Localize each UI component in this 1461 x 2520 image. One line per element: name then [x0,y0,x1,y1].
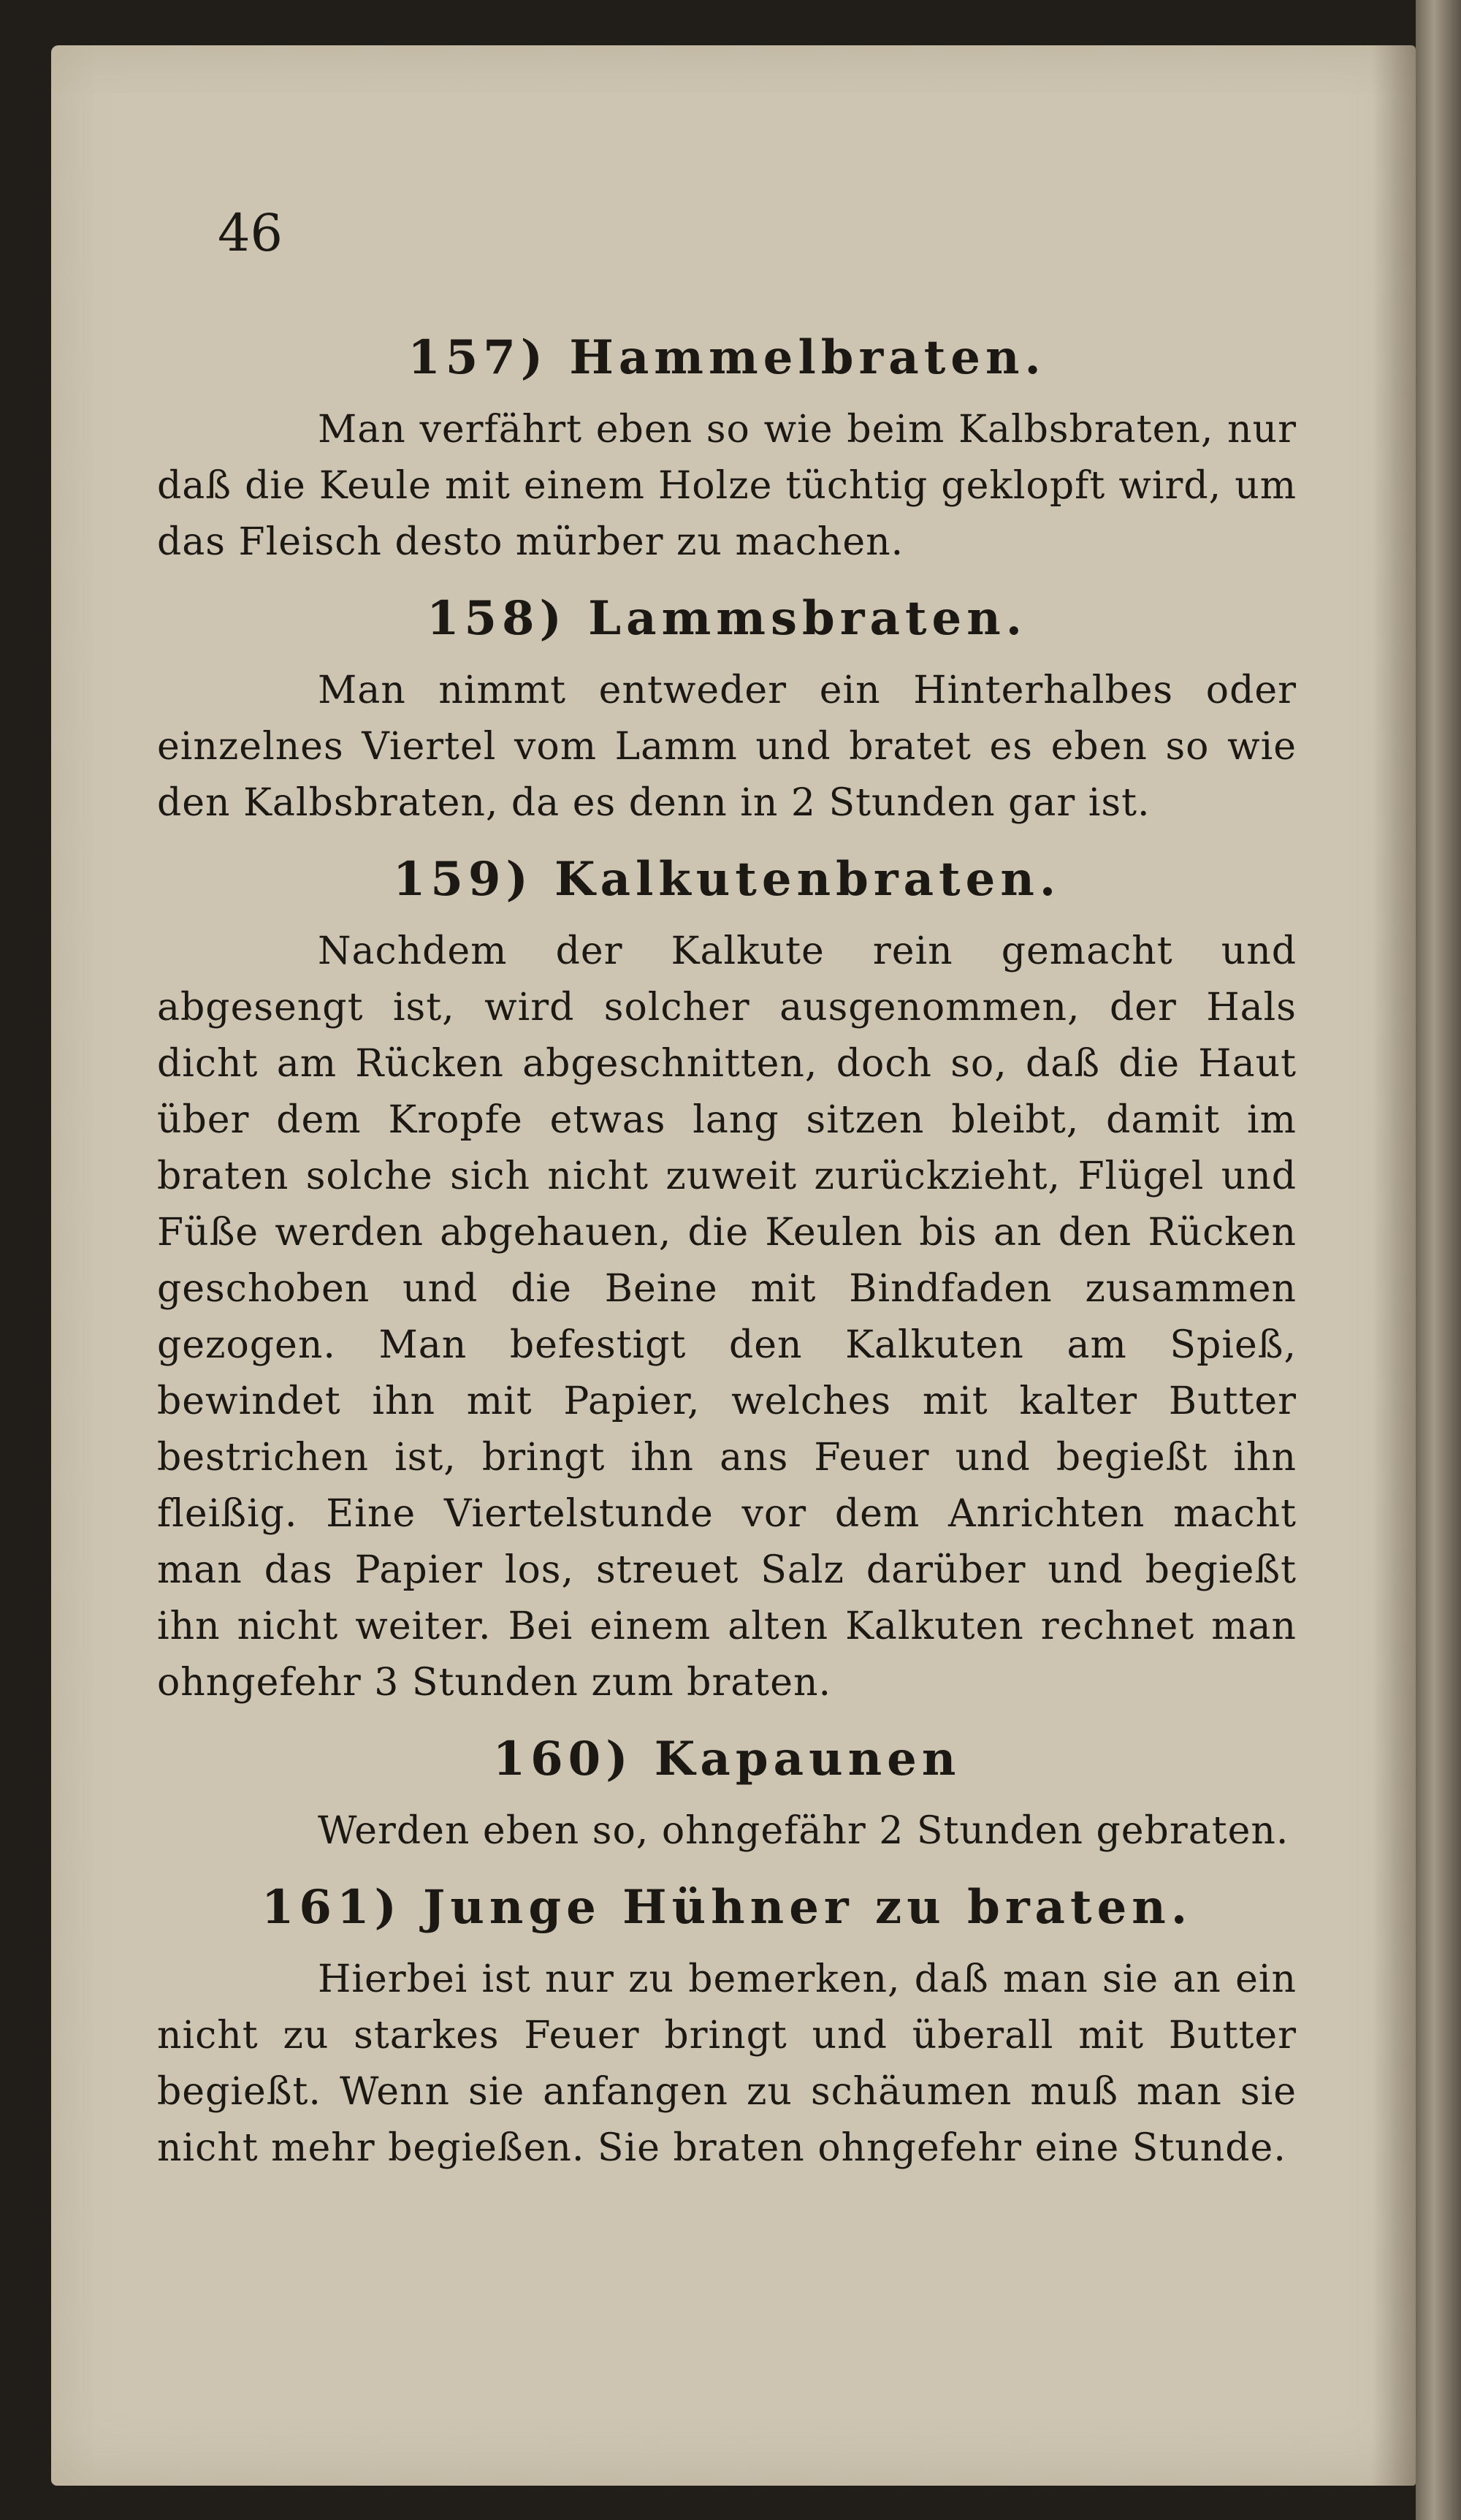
recipe-heading-161: 161) Junge Hühner zu braten. [261,1880,1193,1935]
recipe-text-157: Man verfährt eben so wie beim Kalbsbraten, nur daß die Keule mit einem Holze tüchtig geklopft wird, um das Fleisch desto mürber zu machen. [157,408,1297,564]
recipe-text-161: Hierbei ist nur zu bemerken, daß man sie an ein nicht zu starkes Feuer bringt und überall mit Butter begießt. Wenn sie anfangen zu schäumen muß man sie nicht mehr begießen. Sie braten ohngefehr eine Stunde. [157,1957,1297,2170]
page-gutter-shadow [1372,45,1416,2486]
recipe-heading-157: 157) Hammelbraten. [408,330,1046,385]
page-number: 46 [218,203,283,263]
recipe-heading-160: 160) Kapaunen [492,1732,961,1786]
book-edge [1416,0,1461,2520]
page-text [157,191,1297,2181]
recipe-heading-159: 159) Kalkutenbraten. [392,852,1061,907]
recipe-heading-158: 158) Lammsbraten. [426,591,1028,646]
recipe-text-160: Werden eben so, ohngefähr 2 Stunden gebraten. [318,1809,1289,1853]
recipe-text-159: Nachdem der Kalkute rein gemacht und abgesengt ist, wird solcher ausgenommen, der Hals dicht am Rücken abgeschnitten, doch so, daß die Haut über dem Kropfe etwas lang sitzen bleibt, damit im braten solche sich nicht zuweit zurückzieht, Flügel und Füße werden abgehauen, die Keulen bis an den Rücken geschoben und die Beine mit Bindfaden zusammen gezogen. Man befestigt den Kalkuten am Spieß, bewindet ihn mit Papier, welches mit kalter Butter bestrichen ist, bringt ihn ans Feuer und begießt ihn fleißig. Eine Viertelstunde vor dem Anrichten macht man das Papier los, streuet Salz darüber und begießt ihn nicht weiter. Bei einem alten Kalkuten rechnet man ohngefehr 3 Stunden zum braten. [157,929,1297,1705]
recipe-text-158: Man nimmt entweder ein Hinterhalbes oder einzelnes Viertel vom Lamm und bratet es eben so wie den Kalbsbraten, da es denn in 2 Stunden gar ist. [157,669,1297,825]
